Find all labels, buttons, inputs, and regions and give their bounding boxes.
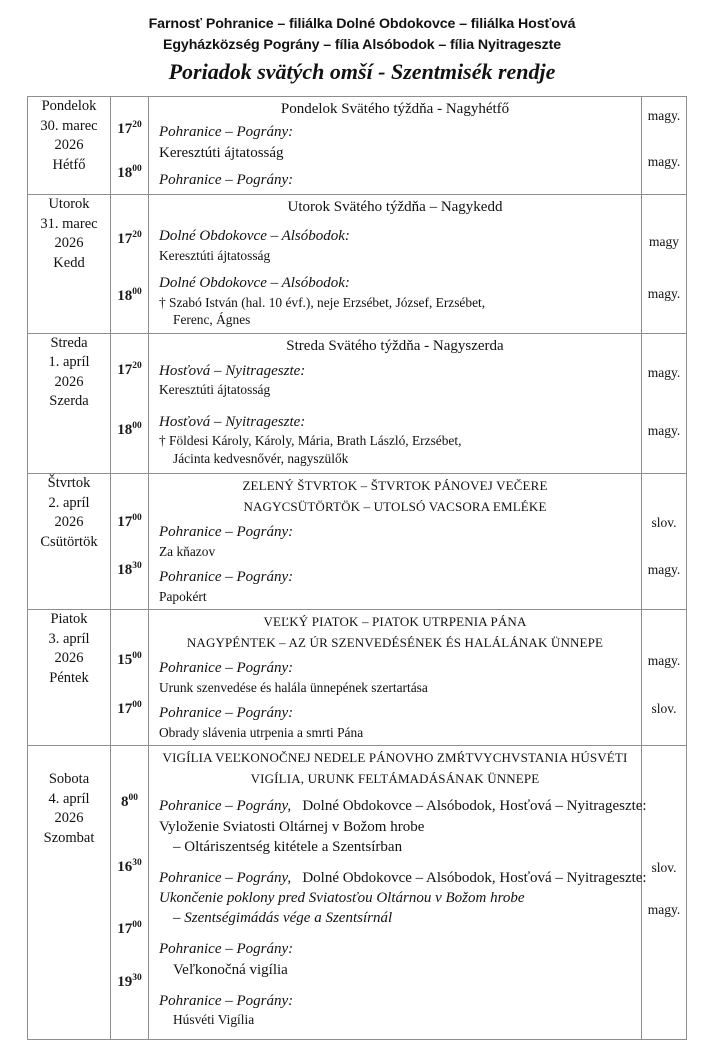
mass-place-extra: Dolné Obdokovce – Alsóbodok, Hosťová – Nyitrageszte: (302, 869, 647, 886)
mass-place: Pohranice – Pográny, Dolné Obdokovce – Alsóbodok, Hosťová – Nyitrageszte: (159, 869, 647, 886)
language-label: magy. (647, 902, 681, 917)
table-row (28, 474, 687, 610)
document-header (0, 0, 724, 87)
date-cell (28, 97, 111, 195)
time-cell (111, 474, 149, 610)
mass-entry (149, 413, 641, 468)
mass-entry (149, 797, 647, 857)
day-title: ZELENÝ ŠTVRTOK – ŠTVRTOK PÁNOVEJ VEČERE (242, 478, 548, 493)
time-cell (111, 195, 149, 334)
date-year: 2026 (54, 514, 84, 530)
date-day-sk: Utorok (48, 196, 90, 212)
time-cell (111, 610, 149, 746)
language-label: magy. (647, 286, 681, 301)
date-year: 2026 (54, 650, 84, 666)
time-label: $18^{00}$ (117, 287, 142, 304)
body-cell (149, 97, 642, 195)
mass-intent: † Földesi Károly, Károly, Mária, Brath László, Erzsébet, (159, 433, 462, 448)
day-title: Pondelok Svätého týždňa - Nagyhétfő (280, 101, 510, 117)
mass-entry (149, 568, 641, 605)
mass-intent: Obrady slávenia utrpenia a smrti Pána (159, 724, 364, 740)
mass-place: Pohranice – Pográny: (159, 992, 294, 1009)
time-cell (111, 746, 149, 1040)
mass-place: Pohranice – Pográny: (159, 660, 294, 676)
mass-entry (149, 523, 641, 560)
body-cell (149, 474, 642, 610)
time-label: $18^{30}$ (117, 561, 142, 578)
mass-intent: Vyloženie Sviatosti Oltárnej v Božom hrobe (159, 818, 425, 835)
mass-place: Pohranice – Pográny, Dolné Obdokovce – Alsóbodok, Hosťová – Nyitrageszte: (159, 798, 647, 814)
day-title: NAGYPÉNTEK – AZ ÚR SZENVEDÉSÉNEK ÉS HALÁLÁNAK ÜNNEPE (186, 634, 604, 650)
mass-place: Pohranice – Pográny: (159, 124, 294, 140)
time-cell (111, 97, 149, 195)
time-label: $17^{00}$ (117, 513, 142, 530)
time-label: $18^{00}$ (117, 420, 142, 438)
date-cell (28, 746, 111, 1040)
time-label: $17^{00}$ (117, 920, 142, 937)
body-cell (149, 746, 647, 1040)
date-year: 2026 (54, 137, 84, 153)
language-label: magy (649, 234, 679, 249)
date-day-hu: Csütörtök (40, 533, 98, 550)
language-label: slov. (651, 701, 677, 716)
table-row (28, 333, 687, 474)
time-label: $17^{20}$ (117, 230, 142, 247)
mass-entry (149, 659, 641, 696)
day-title: Utorok Svätého týždňa – Nagykedd (287, 199, 503, 215)
mass-intent: Veľkonočná vigília (173, 961, 288, 978)
table-row (28, 97, 687, 195)
language-label: magy. (647, 422, 681, 438)
language-label: magy. (647, 364, 681, 380)
date-day-hu: Péntek (49, 669, 89, 686)
mass-intent: Ferenc, Ágnes (173, 312, 251, 327)
time-label: $17^{00}$ (117, 700, 142, 717)
mass-intent: Urunk szenvedése és halála ünnepének szertartása (159, 679, 428, 695)
date-cell (28, 333, 111, 474)
date-year: 2026 (54, 235, 84, 251)
mass-entry (149, 992, 641, 1029)
date-cell (28, 195, 111, 334)
mass-place: Pohranice – Pográny: (159, 569, 294, 585)
date-cell (28, 610, 111, 746)
language-cell (642, 610, 687, 746)
mass-intent: Papokért (159, 588, 207, 604)
table-row (28, 610, 687, 746)
time-label: $17^{20}$ (117, 360, 142, 378)
date-date: 2. apríl (48, 494, 90, 511)
date-day-sk: Piatok (50, 611, 88, 627)
date-date: 4. apríl (48, 790, 90, 807)
mass-place: Pohranice – Pográny: (159, 941, 294, 957)
date-year: 2026 (54, 810, 84, 826)
body-cell (149, 610, 642, 746)
mass-entry (149, 171, 641, 191)
language-cell (642, 97, 687, 195)
date-day-hu: Szerda (49, 393, 89, 409)
time-label: $18^{00}$ (117, 164, 142, 181)
mass-entry (149, 704, 641, 741)
mass-intent: Keresztúti ájtatosság (159, 382, 271, 397)
mass-intent: – Szentségimádás vége a Szentsírnál (173, 910, 393, 926)
mass-entry (149, 274, 641, 329)
time-label: $19^{30}$ (117, 973, 142, 990)
mass-schedule-table (27, 96, 687, 1040)
mass-intent: Za kňazov (159, 543, 216, 559)
date-date: 1. apríl (48, 354, 90, 370)
mass-place: Hosťová – Nyitrageszte: (159, 413, 306, 430)
date-day-sk: Streda (50, 334, 88, 351)
table-row (28, 195, 687, 334)
date-day-hu: Szombat (43, 829, 95, 846)
date-date: 31. marec (40, 215, 98, 232)
date-year: 2026 (54, 373, 84, 390)
language-cell (642, 474, 687, 610)
mass-place: Dolné Obdokovce – Alsóbodok: (159, 275, 350, 291)
mass-place: Pohranice – Pográny: (159, 171, 294, 188)
parish-line-slovak: Farnosť Pohranice – filiálka Dolné Obdokovce – filiálka Hosťová (148, 16, 576, 32)
language-label: magy. (647, 154, 681, 169)
date-date: 3. apríl (48, 630, 90, 647)
mass-place: Pohranice – Pográny: (159, 524, 294, 540)
time-label: $8^{00}$ (121, 793, 138, 810)
language-label: magy. (647, 562, 681, 577)
date-day-hu: Kedd (53, 254, 85, 271)
mass-entry (149, 227, 641, 264)
date-cell (28, 474, 111, 610)
language-label: slov. (651, 515, 677, 530)
date-day-hu: Hétfő (52, 156, 86, 173)
mass-place: Hosťová – Nyitrageszte: (159, 362, 306, 379)
language-label: magy. (647, 108, 681, 123)
time-cell (111, 333, 149, 474)
day-title: VIGÍLIA VEĽKONOČNEJ NEDELE PÁNOVHO ZMŔTVYCHVSTANIA HÚSVÉTI (162, 750, 628, 765)
time-label: $17^{20}$ (117, 120, 142, 137)
date-day-sk: Štvrtok (47, 475, 91, 491)
table-row (28, 746, 687, 1040)
date-day-sk: Pondelok (41, 98, 97, 114)
mass-intent: Húsvéti Vigília (173, 1012, 255, 1027)
mass-intent: Jácinta kedvesnővér, nagyszülők (173, 450, 349, 466)
mass-entry (149, 362, 641, 399)
mass-intent: Keresztúti ájtatosság (159, 144, 284, 161)
date-day-sk: Sobota (48, 771, 90, 787)
language-label: magy. (647, 653, 681, 668)
page-title: Poriadok svätých omší - Szentmisék rendje (168, 59, 556, 84)
mass-entry (149, 940, 641, 980)
body-cell (149, 333, 642, 474)
mass-intent: Ukončenie poklony pred Sviatosťou Oltárnou v Božom hrobe (159, 890, 525, 906)
mass-entry (149, 869, 647, 929)
mass-place: Pohranice – Pográny: (159, 705, 294, 721)
language-cell (642, 195, 687, 334)
mass-place-extra: Dolné Obdokovce – Alsóbodok, Hosťová – Nyitrageszte: (302, 798, 647, 814)
parish-line-hungarian: Egyházközség Pográny – fília Alsóbodok – fília Nyitrageszte (162, 37, 562, 53)
language-label: slov. (651, 860, 677, 875)
mass-intent: † Szabó István (hal. 10 évf.), neje Erzsébet, József, Erzsébet, (159, 294, 486, 310)
language-cell (642, 333, 687, 474)
mass-intent: – Oltáriszentség kitétele a Szentsírban (173, 838, 403, 855)
day-title: NAGYCSÜTÖRTÖK – UTOLSÓ VACSORA EMLÉKE (243, 498, 547, 514)
mass-intent: Keresztúti ájtatosság (159, 247, 271, 263)
day-title: VEĽKÝ PIATOK – PIATOK UTRPENIA PÁNA (263, 614, 527, 629)
day-title: Streda Svätého týždňa - Nagyszerda (286, 337, 504, 354)
mass-place: Dolné Obdokovce – Alsóbodok: (159, 228, 350, 244)
day-title: VIGÍLIA, URUNK FELTÁMADÁSÁNAK ÜNNEPE (250, 770, 540, 786)
time-label: $16^{30}$ (117, 858, 142, 875)
mass-entry (149, 123, 641, 163)
language-cell (642, 746, 687, 1040)
date-date: 30. marec (40, 117, 98, 134)
body-cell (149, 195, 642, 334)
time-label: $15^{00}$ (117, 651, 142, 668)
